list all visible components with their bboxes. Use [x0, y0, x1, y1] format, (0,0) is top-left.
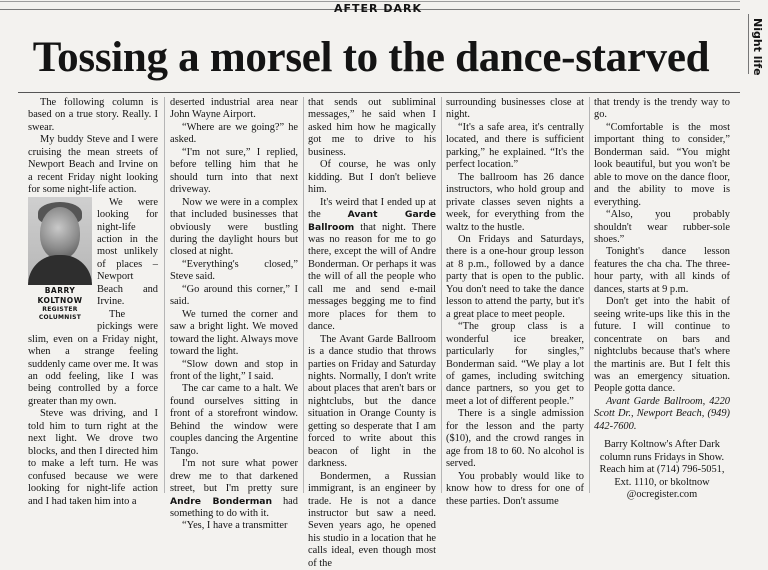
- paragraph: There is a single admission for the lesson and the party ($10), and the crowd ranges in age from 18 to 60. No alcohol is served.: [446, 408, 584, 470]
- paragraph: My buddy Steve and I were cruising the mean streets of Newport Beach and Irvine on a recent Friday night looking for some night-life action.: [28, 134, 158, 196]
- paragraph: “Everything's closed,” Steve said.: [170, 258, 298, 283]
- article-column-4: [446, 97, 584, 507]
- headline-rule: [18, 92, 740, 93]
- paragraph: The ballroom has 26 dance instructors, who hold group and private classes seven nights a week, for everything from the waltz to the hustle.: [446, 171, 584, 233]
- paragraph: “I'm not sure,” I replied, before telling him that he should turn into that next driveway.: [170, 146, 298, 196]
- paragraph: The pickings were slim, even on a Friday night, when a strange feeling suddenly came over me. It was an odd feeling, like I was being controlled by a force greater than my own.: [28, 308, 158, 407]
- paragraph: The following column is based on a true story. Really. I swear.: [28, 97, 158, 133]
- paragraph: We were looking for night-life action in the most unlikely of places – Newport Beach and Irvine.: [97, 196, 158, 308]
- paragraph: “It's a safe area, it's centrally located, and there is sufficient parking,” he explained. “It's the perfect location.”: [446, 121, 584, 171]
- article-column-1: [28, 97, 158, 507]
- venue-info: Avant Garde Ballroom, 4220 Scott Dr., Newport Beach, (949) 442-7600.: [594, 395, 730, 432]
- paragraph: The car came to a halt. We found ourselves sitting in front of a storefront window. Behind the window were couples dancing the Argentine Tango.: [170, 383, 298, 457]
- author-photo-block: [28, 197, 92, 325]
- headline: Tossing a morsel to the dance-starved: [32, 34, 710, 81]
- paragraph: “Where are we going?” he asked.: [170, 121, 298, 146]
- author-name: BARRY KOLTNOW: [37, 285, 83, 305]
- paragraph: Now we were in a complex that included businesses that obviously were bustling during the daylight hours but closed at night.: [170, 196, 298, 258]
- article-column-2: [170, 97, 298, 532]
- paragraph: Don't get into the habit of seeing write-ups like this in the future. I will continue to concentrate on bars and nightclubs because that's where the martinis are. But I felt this was an emergency situation. People gotta dance.: [594, 296, 730, 395]
- author-tagline: Barry Koltnow's After Dark column runs Fridays in Show. Reach him at (714) 796-5051, Ext. 1110, or bkoltnow @ocregister.com: [599, 439, 725, 501]
- paragraph: Of course, he was only kidding. But I don't believe him.: [308, 159, 436, 196]
- paragraph: [308, 197, 436, 334]
- paragraph: We turned the corner and saw a bright light. We moved toward the light. Always move toward the light.: [170, 308, 298, 358]
- bold-venue: Avant Garde Ballroom: [308, 209, 437, 233]
- text-run: that night. There was no reason for me to go there, except the will of Andre Bonderman. Or perhaps it was the will of all the people who call me and send e-mail messages begging me to find more places for them to dance.: [308, 221, 436, 333]
- bold-name: Andre Bonderman: [170, 495, 273, 507]
- paragraph: Tonight's dance lesson features the cha cha. The three-hour party, with all kinds of dances, starts at 9 p.m.: [594, 246, 730, 295]
- text-run: had something to do with it.: [170, 495, 298, 519]
- side-tab: [748, 14, 767, 74]
- paragraph: “Comfortable is the most important thing to consider,” Bonderman said. “You might look beautiful, but you won't be able to move on the dance floor, and the ability to move is everything.: [594, 121, 730, 208]
- text-run: It's weird that I ended up at the: [308, 196, 436, 221]
- column-divider: [164, 97, 165, 493]
- paragraph: The Avant Garde Ballroom is a dance studio that throws parties on Friday and Saturday nights. Normally, I don't write about places that aren't bars or nightclubs, but the dance situation in Orange County is getting so desperate that I am forced to write about this beacon of light in the darkness.: [308, 333, 436, 470]
- paragraph: that trendy is the trendy way to go.: [594, 97, 730, 121]
- paragraph: Bondermen, a Russian immigrant, is an engineer by trade. He is not a dance instructor but saw a need. Seven years ago, he opened his studio in a location that he calls ideal, even though most of the: [308, 470, 436, 569]
- article-column-3: [308, 97, 437, 569]
- paragraph: [170, 458, 298, 520]
- author-role: REGISTER COLUMNIST: [38, 305, 82, 321]
- column-divider: [441, 97, 442, 493]
- author-photo: [28, 197, 92, 281]
- paragraph: You probably would like to know how to dress for one of these parties. Don't assume: [446, 470, 584, 507]
- paragraph: “Go around this corner,” I said.: [170, 283, 298, 308]
- paragraph: On Fridays and Saturdays, there is a one-hour group lesson at 8 p.m., followed by a dance party that is open to the public. You don't need to take the dance lesson to attend the party, but it's a great place to meet people.: [446, 233, 584, 320]
- paragraph: deserted industrial area near John Wayne Airport.: [170, 97, 298, 121]
- section-label: AFTER DARK: [334, 2, 422, 15]
- paragraph: “The group class is a wonderful ice breaker, particularly for singles,” Bonderman said. “We play a lot of games, including switching dance partners, so you get to meet a lot of different people.”: [446, 321, 584, 407]
- paragraph: “Also, you probably shouldn't wear rubber-sole shoes.”: [594, 209, 730, 245]
- article-column-5: [594, 97, 730, 501]
- paragraph: “Yes, I have a transmitter: [182, 520, 288, 532]
- column-divider: [589, 97, 590, 493]
- paragraph: surrounding businesses close at night.: [446, 97, 584, 121]
- side-tab-label: Night life: [751, 18, 764, 76]
- paragraph: “Slow down and stop in front of the light,” I said.: [170, 358, 298, 382]
- column-divider: [303, 97, 304, 493]
- paragraph: Steve was driving, and I told him to turn right at the next light. We drove two blocks, and then I directed him to make a left turn. He was confused because we were looking for night-life action and I had taken him into a: [28, 408, 158, 507]
- text-run: I'm not sure what power drew me to that darkened street, but I'm pretty sure: [170, 458, 298, 495]
- paragraph: that sends out subliminal messages,” he said when I asked him how he magically got me to drive to his business.: [308, 97, 436, 158]
